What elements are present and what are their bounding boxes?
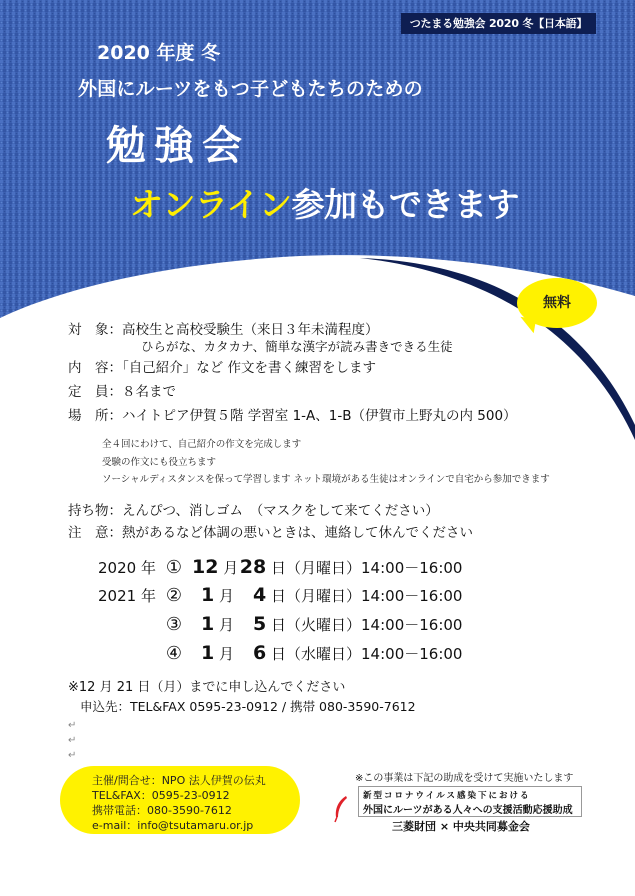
free-badge: 無料 — [517, 278, 597, 328]
contact-tel: TEL&FAX：0595-23-0912 — [92, 789, 230, 802]
schedule-row: 2020 年 ① 12 月28 日（月曜日）14:00－16:00 — [98, 556, 463, 578]
detail-capacity: 定 員：８名まで — [68, 384, 176, 400]
sponsor-funders: 三菱財団 × 中央共同募金会 — [392, 820, 530, 833]
note-item: 全４回にわけて、自己紹介の作文を完成します — [102, 439, 302, 450]
sponsor-box — [358, 786, 582, 817]
sponsor-line1: 新型コロナウイルス感染下における — [363, 791, 531, 801]
schedule-row: 2021 年 ② 1 月 4 日（月曜日）14:00－16:00 — [98, 584, 463, 606]
detail-place: 場 所：ハイトピア伊賀５階 学習室 1-A、1-B（伊賀市上野丸の内 500） — [68, 408, 517, 424]
contact-box — [60, 766, 300, 834]
red-feather-icon — [332, 795, 352, 823]
free-badge-tail — [518, 317, 536, 334]
paragraph-mark: ↵ — [68, 735, 77, 746]
sponsor-line2: 外国にルーツがある人々への支援活動応援助成 — [363, 805, 573, 816]
schedule-row: ④ 1 月 6 日（水曜日）14:00－16:00 — [165, 642, 463, 664]
organizer: 主催/問合せ：NPO 法人伊賀の伝丸 — [92, 774, 266, 787]
online-headline — [130, 179, 519, 226]
subtitle: 外国にルーツをもつ子どもたちのための — [78, 78, 423, 100]
sponsor-note: ※この事業は下記の助成を受けて実施いたします — [355, 773, 574, 784]
main-title: 勉強会 — [106, 123, 250, 169]
caution: 注 意：熱があるなど体調の悪いときは、連絡して休んでください — [68, 525, 473, 541]
deadline-note: ※12 月 21 日（月）までに申し込んでください — [68, 680, 346, 695]
online-highlight: オンライン — [130, 185, 292, 224]
schedule-row: ③ 1 月 5 日（火曜日）14:00－16:00 — [165, 613, 463, 635]
detail-target-note: ひらがな、カタカナ、簡単な漢字が読み書きできる生徒 — [141, 339, 453, 354]
detail-target: 対 象：高校生と高校受験生（来日３年未満程度） — [68, 322, 379, 338]
note-item: 受験の作文にも役立ちます — [102, 457, 217, 468]
contact-mobile: 携帯電話：080-3590-7612 — [92, 804, 232, 817]
season-title: 2020 年度 冬 — [97, 42, 221, 64]
online-rest: 参加もできます — [291, 185, 520, 224]
paragraph-mark: ↵ — [68, 720, 77, 731]
apply-contact: 申込先：TEL&FAX 0595-23-0912 / 携帯 080-3590-7612 — [80, 699, 416, 714]
contact-email: e-mail：info@tsutamaru.or.jp — [92, 819, 254, 832]
event-badge: つたまる勉強会 2020 冬【日本語】 — [401, 13, 596, 34]
belongings: 持ち物：えんぴつ、消しゴム （マスクをして来てください） — [68, 503, 439, 519]
paragraph-mark: ↵ — [68, 750, 77, 761]
note-item: ソーシャルディスタンスを保って学習します ネット環境がある生徒はオンラインで自宅から参加できます — [102, 474, 550, 485]
detail-content: 内 容：「自己紹介」など 作文を書く練習をします — [68, 360, 377, 376]
